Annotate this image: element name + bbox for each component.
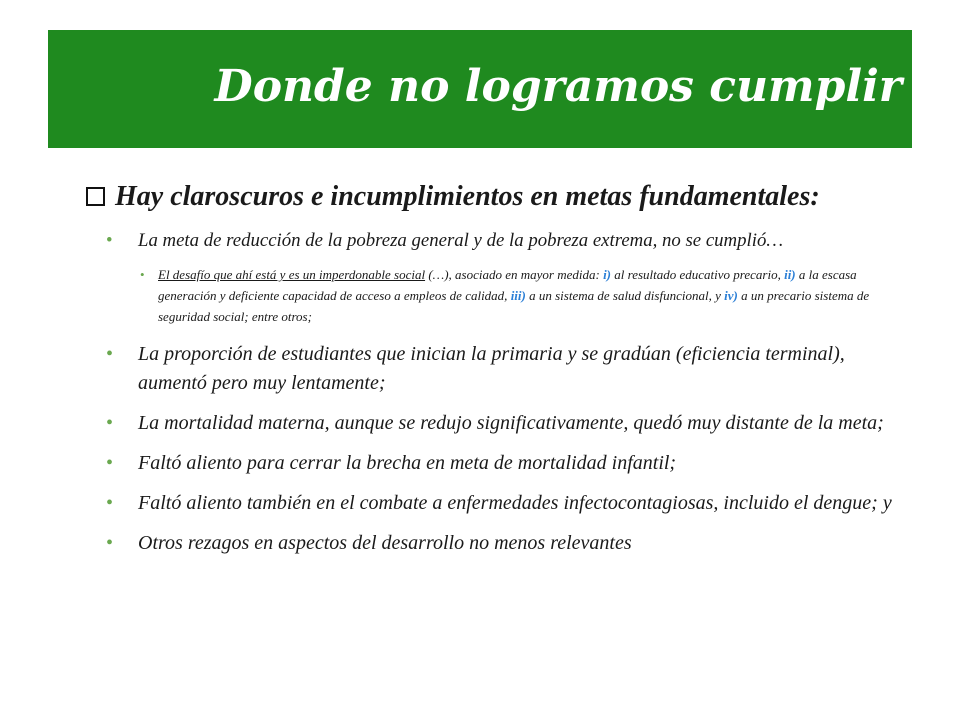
bullet-text: La meta de reducción de la pobreza general y de la pobreza extrema, no se cumplió…	[138, 230, 784, 252]
bullet-text: Otros rezagos en aspectos del desarrollo no menos relevantes	[138, 532, 632, 555]
sub-bullet-text: al resultado educativo precario,	[611, 267, 785, 283]
bullet-list	[86, 226, 910, 558]
bullet-dot-icon: •	[106, 230, 113, 252]
roman-marker-iii: iii)	[510, 288, 526, 304]
title-bar	[48, 30, 912, 148]
bullet-text: La mortalidad materna, aunque se redujo significativamente, quedó muy distante de la meta;	[138, 412, 884, 435]
sub-bullet-underlined-text: El desafío que ahí está y es un imperdonable social	[158, 267, 426, 283]
main-heading-text: Hay claroscuros e incumplimientos en metas fundamentales:	[115, 181, 820, 212]
bullet-text: Faltó aliento para cerrar la brecha en meta de mortalidad infantil;	[138, 452, 677, 475]
bullet-item	[106, 340, 910, 398]
slide-content	[86, 178, 910, 569]
roman-marker-i: i)	[603, 267, 612, 283]
roman-marker-iv: iv)	[724, 288, 738, 304]
main-heading	[86, 178, 910, 216]
bullet-dot-icon: •	[106, 343, 114, 366]
checkbox-icon	[86, 187, 105, 206]
slide-title: Donde no logramos cumplir	[214, 61, 902, 112]
bullet-text: Faltó aliento también en el combate a enfermedades infectocontagiosas, incluido el dengue; y	[138, 492, 892, 515]
bullet-item	[106, 449, 910, 478]
bullet-dot-icon: •	[106, 452, 114, 475]
sub-bullet-text: a un sistema de salud disfuncional, y	[525, 288, 725, 304]
sub-bullet-dot-icon: •	[140, 267, 145, 283]
roman-marker-ii: ii)	[784, 267, 796, 283]
bullet-item	[106, 226, 910, 255]
bullet-dot-icon: •	[106, 532, 114, 555]
bullet-item	[106, 489, 910, 518]
bullet-text: La proporción de estudiantes que inician la primaria y se gradúan (eficiencia terminal), aumentó pero muy lentamente;	[138, 343, 845, 395]
sub-bullet-item	[140, 264, 910, 327]
bullet-dot-icon: •	[106, 492, 114, 515]
bullet-dot-icon: •	[106, 412, 114, 435]
sub-bullet-text: a un precario sistema de seguridad social; entre otros;	[158, 288, 870, 325]
bullet-item	[106, 529, 910, 558]
sub-bullet-text: a la escasa generación y deficiente capacidad de acceso a empleos de calidad,	[158, 267, 857, 304]
sub-bullet-text: (…), asociado en mayor medida:	[425, 267, 604, 283]
bullet-item	[106, 409, 910, 438]
